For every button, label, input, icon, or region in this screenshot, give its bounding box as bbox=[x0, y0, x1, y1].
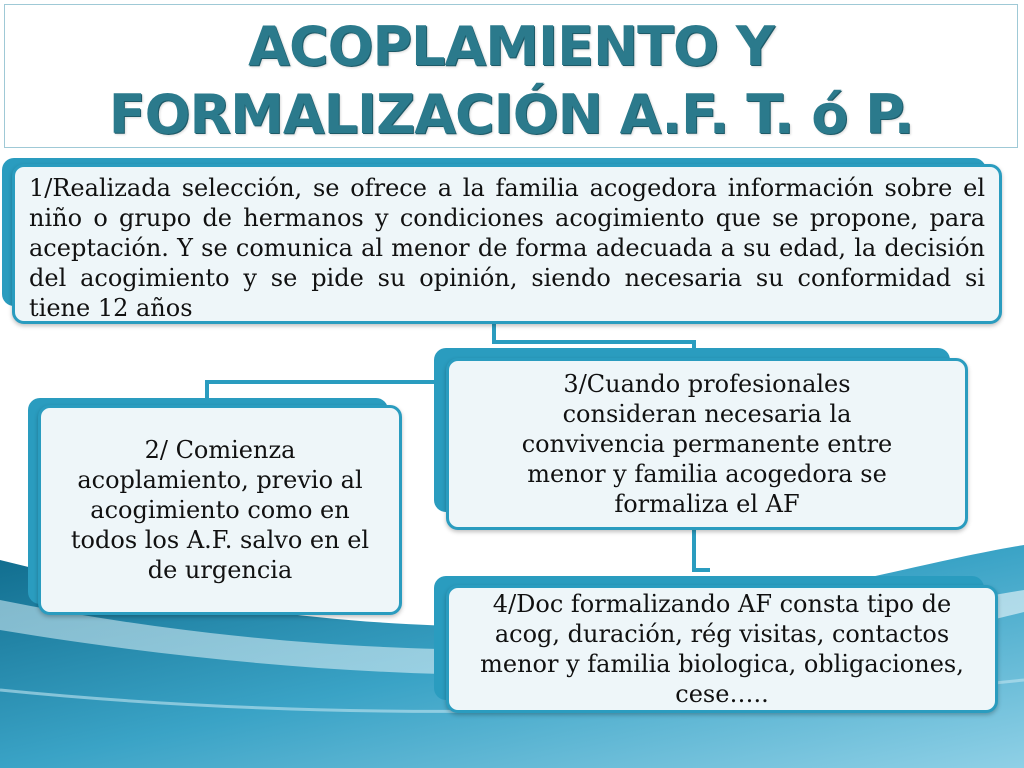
step-4-text: 4/Doc formalizando AF consta tipo de acog, duración, rég visitas, contactos menor y familia biologica, obligaciones, cese….. bbox=[480, 590, 964, 708]
title-panel bbox=[4, 4, 1018, 148]
step-4-box bbox=[446, 585, 998, 713]
step-3-box bbox=[446, 358, 968, 530]
step-1-box bbox=[12, 164, 1002, 324]
step-2-box bbox=[38, 405, 402, 615]
title-line-2: FORMALIZACIÓN A.F. T. ó P. bbox=[108, 83, 914, 146]
connector-2-branch bbox=[205, 380, 445, 384]
step-1-text: 1/Realizada selección, se ofrece a la familia acogedora información sobre el niño o grupo de hermanos y condiciones acogimiento que se propone, para aceptación. Y se comunica al menor de forma adecuada a su edad, la decisión del acogimiento y se pide su opinión, siendo necesaria su conformidad si tiene 12 años bbox=[29, 174, 985, 322]
connector-4-drop bbox=[692, 568, 710, 572]
step-2-text: 2/ Comienza acoplamiento, previo al acogimiento como en todos los A.F. salvo en el de urgencia bbox=[70, 436, 370, 584]
connector-1-to-3 bbox=[492, 340, 696, 344]
step-3-text: 3/Cuando profesionales consideran necesaria la convivencia permanente entre menor y familia acogedora se formaliza el AF bbox=[521, 370, 893, 518]
title-line-1: ACOPLAMIENTO Y bbox=[248, 15, 774, 78]
connector-3-to-4 bbox=[692, 528, 696, 572]
